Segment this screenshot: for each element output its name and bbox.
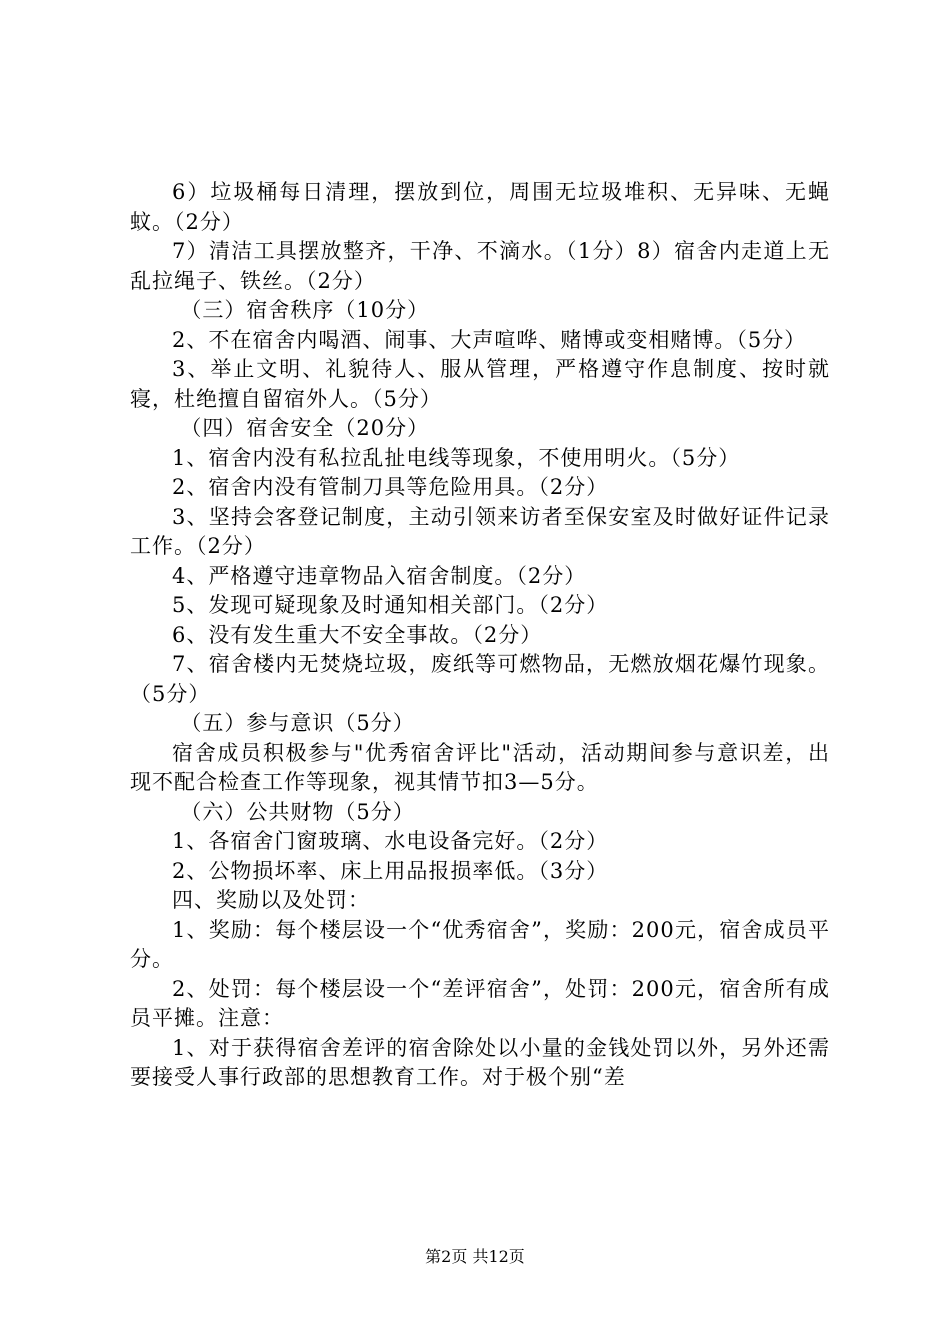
paragraph: 6）垃圾桶每日清理，摆放到位，周围无垃圾堆积、无异味、无蝇蚊。（2分） (130, 180, 830, 234)
section-heading: （五）参与意识（5分） (180, 711, 415, 735)
page-footer: 第2页 共12页 (425, 1247, 525, 1266)
document-body (130, 178, 830, 1093)
paragraph: 2、处罚：每个楼层设一个“差评宿舍”，处罚：200元，宿舍所有成员平摊。注意： (130, 976, 830, 1030)
paragraph: 1、宿舍内没有私拉乱扯电线等现象，不使用明火。（5分） (172, 445, 741, 470)
paragraph: 1、对于获得宿舍差评的宿舍除处以小量的金钱处罚以外，另外还需要接受人事行政部的思想教育工作。对于极个别“差 (130, 1035, 830, 1089)
paragraph: 6、没有发生重大不安全事故。（2分） (172, 622, 543, 647)
section-heading: （四）宿舍安全（20分） (180, 416, 430, 440)
paragraph: 3、举止文明、礼貌待人、服从管理，严格遵守作息制度、按时就寝，杜绝擅自留宿外人。（5分） (130, 357, 830, 411)
paragraph: 1、奖励：每个楼层设一个“优秀宿舍”，奖励：200元，宿舍成员平分。 (130, 917, 830, 971)
paragraph: 宿舍成员积极参与"优秀宿舍评比"活动，活动期间参与意识差，出现不配合检查工作等现象，视其情节扣3—5分。 (130, 740, 830, 794)
section-heading: （三）宿舍秩序（10分） (180, 298, 430, 322)
paragraph: 4、严格遵守违章物品入宿舍制度。（2分） (172, 563, 587, 588)
paragraph: 7、宿舍楼内无焚烧垃圾，废纸等可燃物品，无燃放烟花爆竹现象。（5分） (130, 652, 830, 706)
paragraph: 7）清洁工具摆放整齐，干净、不滴水。（1分）8）宿舍内走道上无乱拉绳子、铁丝。（2分） (130, 239, 830, 293)
paragraph: 1、各宿舍门窗玻璃、水电设备完好。（2分） (172, 829, 609, 853)
section-heading: （六）公共财物（5分） (180, 799, 415, 824)
paragraph: 5、发现可疑现象及时通知相关部门。（2分） (172, 593, 609, 617)
paragraph: 2、宿舍内没有管制刀具等危险用具。（2分） (172, 475, 609, 499)
section-heading: 四、奖励以及处罚： (172, 888, 370, 912)
paragraph: 3、坚持会客登记制度，主动引领来访者至保安室及时做好证件记录工作。（2分） (130, 504, 830, 558)
paragraph: 2、不在宿舍内喝酒、闹事、大声喧哗、赌博或变相赌博。（5分） (172, 327, 807, 352)
paragraph: 2、公物损坏率、床上用品报损率低。（3分） (172, 858, 609, 883)
